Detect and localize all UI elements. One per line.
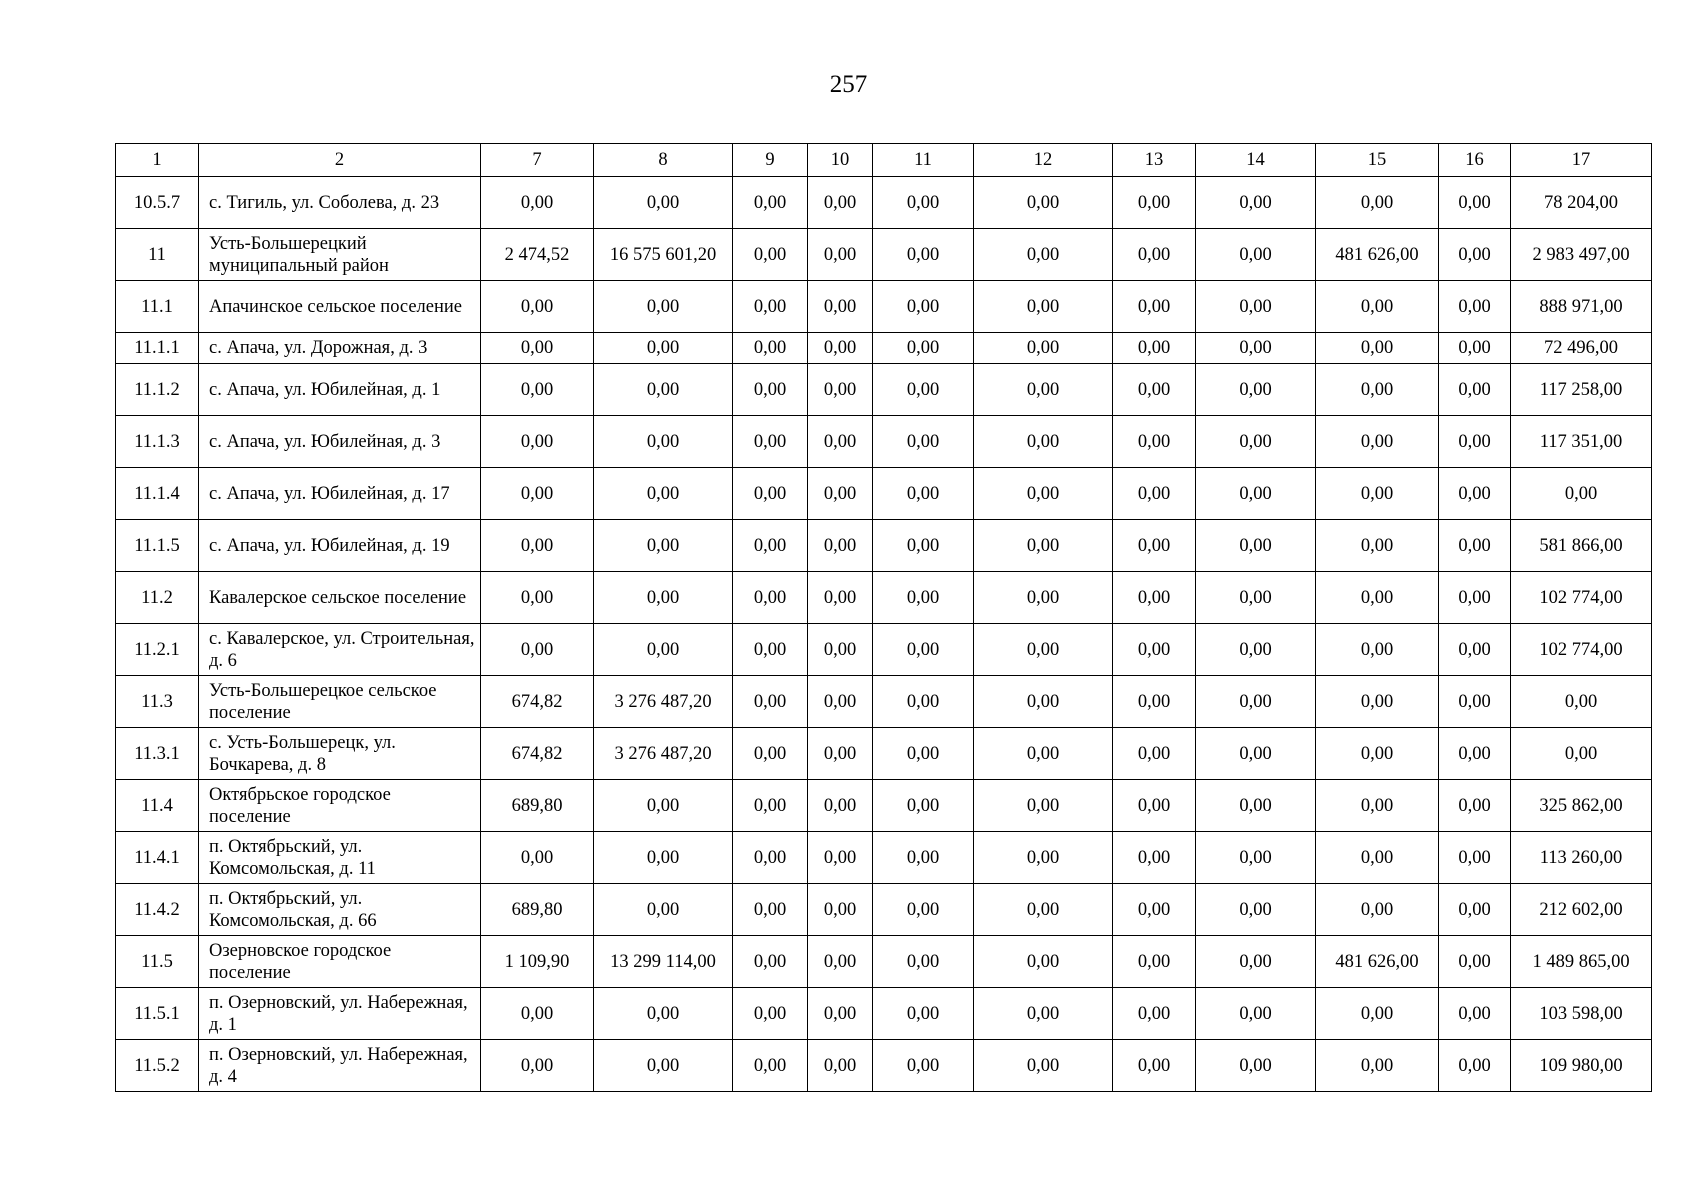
value-cell: 0,00 <box>1316 780 1439 832</box>
value-cell: 0,00 <box>1316 333 1439 364</box>
value-cell: 1 109,90 <box>481 936 594 988</box>
value-cell: 674,82 <box>481 728 594 780</box>
value-cell: 0,00 <box>1439 229 1511 281</box>
value-cell: 0,00 <box>481 333 594 364</box>
value-cell: 0,00 <box>1196 728 1316 780</box>
value-cell: 0,00 <box>594 520 733 572</box>
value-cell: 481 626,00 <box>1316 229 1439 281</box>
row-number-cell: 11.5.2 <box>116 1040 199 1092</box>
value-cell: 0,00 <box>808 988 873 1040</box>
value-cell: 0,00 <box>481 624 594 676</box>
row-name-cell: с. Кавалерское, ул. Строительная, д. 6 <box>199 624 481 676</box>
value-cell: 102 774,00 <box>1511 624 1652 676</box>
value-cell: 0,00 <box>1196 936 1316 988</box>
value-cell: 0,00 <box>873 884 974 936</box>
value-cell: 0,00 <box>808 281 873 333</box>
value-cell: 0,00 <box>808 364 873 416</box>
value-cell: 0,00 <box>733 333 808 364</box>
table-row <box>116 780 1652 832</box>
value-cell: 689,80 <box>481 884 594 936</box>
value-cell: 0,00 <box>594 281 733 333</box>
value-cell: 0,00 <box>1316 177 1439 229</box>
value-cell: 0,00 <box>1316 676 1439 728</box>
value-cell: 16 575 601,20 <box>594 229 733 281</box>
value-cell: 0,00 <box>733 520 808 572</box>
value-cell: 2 983 497,00 <box>1511 229 1652 281</box>
value-cell: 0,00 <box>1113 520 1196 572</box>
value-cell: 0,00 <box>1316 468 1439 520</box>
value-cell: 0,00 <box>974 572 1113 624</box>
value-cell: 0,00 <box>1113 1040 1196 1092</box>
value-cell: 0,00 <box>1439 624 1511 676</box>
row-name-cell: с. Усть-Большерецк, ул. Бочкарева, д. 8 <box>199 728 481 780</box>
table-row <box>116 988 1652 1040</box>
value-cell: 0,00 <box>733 728 808 780</box>
row-name-cell: Апачинское сельское поселение <box>199 281 481 333</box>
value-cell: 3 276 487,20 <box>594 676 733 728</box>
table-row <box>116 832 1652 884</box>
value-cell: 0,00 <box>1113 281 1196 333</box>
value-cell: 0,00 <box>481 832 594 884</box>
value-cell: 0,00 <box>873 333 974 364</box>
value-cell: 0,00 <box>733 884 808 936</box>
value-cell: 0,00 <box>1439 364 1511 416</box>
value-cell: 0,00 <box>974 728 1113 780</box>
value-cell: 0,00 <box>733 676 808 728</box>
value-cell: 0,00 <box>808 936 873 988</box>
value-cell: 0,00 <box>873 728 974 780</box>
table-row <box>116 281 1652 333</box>
value-cell: 481 626,00 <box>1316 936 1439 988</box>
value-cell: 0,00 <box>974 780 1113 832</box>
value-cell: 0,00 <box>594 333 733 364</box>
value-cell: 0,00 <box>1511 728 1652 780</box>
value-cell: 1 489 865,00 <box>1511 936 1652 988</box>
table-row <box>116 1040 1652 1092</box>
column-header: 12 <box>974 144 1113 177</box>
value-cell: 0,00 <box>733 988 808 1040</box>
value-cell: 0,00 <box>873 988 974 1040</box>
column-header: 16 <box>1439 144 1511 177</box>
value-cell: 0,00 <box>1113 676 1196 728</box>
value-cell: 0,00 <box>1439 572 1511 624</box>
column-header: 1 <box>116 144 199 177</box>
row-number-cell: 11.1 <box>116 281 199 333</box>
row-name-cell: с. Тигиль, ул. Соболева, д. 23 <box>199 177 481 229</box>
value-cell: 0,00 <box>1196 832 1316 884</box>
value-cell: 0,00 <box>974 884 1113 936</box>
value-cell: 0,00 <box>733 229 808 281</box>
value-cell: 0,00 <box>974 624 1113 676</box>
row-number-cell: 11.5 <box>116 936 199 988</box>
table-row <box>116 364 1652 416</box>
value-cell: 0,00 <box>481 988 594 1040</box>
value-cell: 0,00 <box>1439 780 1511 832</box>
value-cell: 0,00 <box>974 676 1113 728</box>
value-cell: 0,00 <box>873 229 974 281</box>
value-cell: 0,00 <box>1196 884 1316 936</box>
value-cell: 0,00 <box>1439 1040 1511 1092</box>
value-cell: 2 474,52 <box>481 229 594 281</box>
value-cell: 0,00 <box>808 229 873 281</box>
value-cell: 0,00 <box>594 884 733 936</box>
value-cell: 0,00 <box>873 520 974 572</box>
row-number-cell: 11 <box>116 229 199 281</box>
row-name-cell: с. Апача, ул. Дорожная, д. 3 <box>199 333 481 364</box>
table-row <box>116 177 1652 229</box>
column-header: 8 <box>594 144 733 177</box>
value-cell: 0,00 <box>1196 333 1316 364</box>
value-cell: 0,00 <box>481 416 594 468</box>
row-name-cell: с. Апача, ул. Юбилейная, д. 19 <box>199 520 481 572</box>
value-cell: 212 602,00 <box>1511 884 1652 936</box>
value-cell: 0,00 <box>1511 468 1652 520</box>
row-number-cell: 11.1.3 <box>116 416 199 468</box>
row-name-cell: Кавалерское сельское поселение <box>199 572 481 624</box>
value-cell: 0,00 <box>594 416 733 468</box>
value-cell: 0,00 <box>808 728 873 780</box>
value-cell: 0,00 <box>1316 624 1439 676</box>
value-cell: 0,00 <box>808 572 873 624</box>
value-cell: 0,00 <box>733 177 808 229</box>
row-number-cell: 11.1.5 <box>116 520 199 572</box>
value-cell: 0,00 <box>808 676 873 728</box>
value-cell: 0,00 <box>974 468 1113 520</box>
value-cell: 0,00 <box>733 572 808 624</box>
value-cell: 0,00 <box>1316 520 1439 572</box>
table-header-row <box>116 144 1652 177</box>
value-cell: 0,00 <box>873 780 974 832</box>
value-cell: 0,00 <box>1196 624 1316 676</box>
value-cell: 0,00 <box>733 364 808 416</box>
value-cell: 0,00 <box>1113 177 1196 229</box>
row-number-cell: 11.4 <box>116 780 199 832</box>
value-cell: 78 204,00 <box>1511 177 1652 229</box>
value-cell: 117 351,00 <box>1511 416 1652 468</box>
value-cell: 0,00 <box>873 281 974 333</box>
value-cell: 0,00 <box>873 177 974 229</box>
row-name-cell: п. Озерновский, ул. Набережная, д. 1 <box>199 988 481 1040</box>
row-number-cell: 11.5.1 <box>116 988 199 1040</box>
value-cell: 0,00 <box>1316 832 1439 884</box>
value-cell: 0,00 <box>873 676 974 728</box>
value-cell: 0,00 <box>481 468 594 520</box>
value-cell: 325 862,00 <box>1511 780 1652 832</box>
value-cell: 0,00 <box>1316 281 1439 333</box>
value-cell: 0,00 <box>1439 884 1511 936</box>
value-cell: 689,80 <box>481 780 594 832</box>
value-cell: 0,00 <box>594 780 733 832</box>
value-cell: 0,00 <box>974 520 1113 572</box>
value-cell: 3 276 487,20 <box>594 728 733 780</box>
value-cell: 0,00 <box>873 416 974 468</box>
value-cell: 0,00 <box>1113 624 1196 676</box>
row-number-cell: 11.4.1 <box>116 832 199 884</box>
value-cell: 0,00 <box>1439 281 1511 333</box>
value-cell: 0,00 <box>1439 988 1511 1040</box>
value-cell: 13 299 114,00 <box>594 936 733 988</box>
value-cell: 0,00 <box>974 177 1113 229</box>
value-cell: 0,00 <box>808 1040 873 1092</box>
value-cell: 0,00 <box>594 988 733 1040</box>
value-cell: 0,00 <box>1439 676 1511 728</box>
value-cell: 0,00 <box>974 229 1113 281</box>
row-number-cell: 11.1.1 <box>116 333 199 364</box>
value-cell: 0,00 <box>733 1040 808 1092</box>
value-cell: 0,00 <box>1439 936 1511 988</box>
value-cell: 0,00 <box>1316 1040 1439 1092</box>
value-cell: 0,00 <box>1316 884 1439 936</box>
value-cell: 0,00 <box>808 333 873 364</box>
row-number-cell: 11.4.2 <box>116 884 199 936</box>
value-cell: 109 980,00 <box>1511 1040 1652 1092</box>
value-cell: 0,00 <box>481 1040 594 1092</box>
value-cell: 0,00 <box>808 177 873 229</box>
value-cell: 0,00 <box>1316 416 1439 468</box>
row-name-cell: Озерновское городское поселение <box>199 936 481 988</box>
value-cell: 0,00 <box>1196 364 1316 416</box>
value-cell: 0,00 <box>1439 416 1511 468</box>
value-cell: 0,00 <box>1196 177 1316 229</box>
column-header: 11 <box>873 144 974 177</box>
row-number-cell: 11.1.4 <box>116 468 199 520</box>
value-cell: 581 866,00 <box>1511 520 1652 572</box>
value-cell: 0,00 <box>808 416 873 468</box>
value-cell: 0,00 <box>1196 676 1316 728</box>
row-number-cell: 11.2.1 <box>116 624 199 676</box>
row-number-cell: 11.1.2 <box>116 364 199 416</box>
value-cell: 0,00 <box>1196 520 1316 572</box>
value-cell: 0,00 <box>873 364 974 416</box>
value-cell: 0,00 <box>1113 936 1196 988</box>
value-cell: 0,00 <box>1113 364 1196 416</box>
table-row <box>116 728 1652 780</box>
value-cell: 0,00 <box>594 468 733 520</box>
value-cell: 888 971,00 <box>1511 281 1652 333</box>
value-cell: 0,00 <box>733 780 808 832</box>
value-cell: 0,00 <box>733 936 808 988</box>
table-row <box>116 416 1652 468</box>
value-cell: 0,00 <box>733 624 808 676</box>
value-cell: 117 258,00 <box>1511 364 1652 416</box>
value-cell: 0,00 <box>1511 676 1652 728</box>
value-cell: 0,00 <box>1113 333 1196 364</box>
row-name-cell: с. Апача, ул. Юбилейная, д. 17 <box>199 468 481 520</box>
column-header: 10 <box>808 144 873 177</box>
value-cell: 0,00 <box>974 832 1113 884</box>
value-cell: 0,00 <box>1113 832 1196 884</box>
value-cell: 0,00 <box>1439 177 1511 229</box>
value-cell: 0,00 <box>1196 229 1316 281</box>
table-row <box>116 572 1652 624</box>
column-header: 17 <box>1511 144 1652 177</box>
table-row <box>116 229 1652 281</box>
value-cell: 0,00 <box>808 624 873 676</box>
value-cell: 0,00 <box>1439 520 1511 572</box>
value-cell: 0,00 <box>733 281 808 333</box>
value-cell: 0,00 <box>481 281 594 333</box>
value-cell: 0,00 <box>873 1040 974 1092</box>
value-cell: 0,00 <box>1439 728 1511 780</box>
value-cell: 0,00 <box>1196 988 1316 1040</box>
value-cell: 0,00 <box>1196 1040 1316 1092</box>
value-cell: 0,00 <box>873 624 974 676</box>
row-number-cell: 11.3 <box>116 676 199 728</box>
value-cell: 0,00 <box>974 1040 1113 1092</box>
value-cell: 0,00 <box>1196 416 1316 468</box>
row-name-cell: Октябрьское городское поселение <box>199 780 481 832</box>
value-cell: 0,00 <box>1113 572 1196 624</box>
value-cell: 0,00 <box>873 572 974 624</box>
row-name-cell: с. Апача, ул. Юбилейная, д. 3 <box>199 416 481 468</box>
value-cell: 0,00 <box>808 832 873 884</box>
value-cell: 0,00 <box>1316 572 1439 624</box>
value-cell: 0,00 <box>1113 884 1196 936</box>
value-cell: 0,00 <box>808 520 873 572</box>
value-cell: 72 496,00 <box>1511 333 1652 364</box>
value-cell: 0,00 <box>974 936 1113 988</box>
value-cell: 0,00 <box>594 1040 733 1092</box>
value-cell: 0,00 <box>1439 333 1511 364</box>
value-cell: 0,00 <box>733 468 808 520</box>
value-cell: 0,00 <box>1113 229 1196 281</box>
page-number: 257 <box>829 71 868 98</box>
value-cell: 0,00 <box>1316 988 1439 1040</box>
table-row <box>116 333 1652 364</box>
value-cell: 0,00 <box>1196 281 1316 333</box>
column-header: 2 <box>199 144 481 177</box>
value-cell: 0,00 <box>1113 728 1196 780</box>
value-cell: 0,00 <box>481 572 594 624</box>
column-header: 13 <box>1113 144 1196 177</box>
value-cell: 0,00 <box>1439 468 1511 520</box>
value-cell: 0,00 <box>1439 832 1511 884</box>
value-cell: 0,00 <box>733 832 808 884</box>
column-header: 7 <box>481 144 594 177</box>
row-name-cell: п. Озерновский, ул. Набережная, д. 4 <box>199 1040 481 1092</box>
column-header: 15 <box>1316 144 1439 177</box>
value-cell: 0,00 <box>1316 728 1439 780</box>
value-cell: 0,00 <box>1113 988 1196 1040</box>
value-cell: 0,00 <box>1196 572 1316 624</box>
value-cell: 0,00 <box>594 832 733 884</box>
row-number-cell: 10.5.7 <box>116 177 199 229</box>
value-cell: 0,00 <box>808 780 873 832</box>
row-name-cell: Усть-Большерецкий муниципальный район <box>199 229 481 281</box>
value-cell: 0,00 <box>733 416 808 468</box>
value-cell: 0,00 <box>974 988 1113 1040</box>
value-cell: 0,00 <box>974 281 1113 333</box>
table-row <box>116 936 1652 988</box>
value-cell: 674,82 <box>481 676 594 728</box>
row-name-cell: п. Октябрьский, ул. Комсомольская, д. 66 <box>199 884 481 936</box>
value-cell: 0,00 <box>974 416 1113 468</box>
value-cell: 0,00 <box>1196 468 1316 520</box>
value-cell: 102 774,00 <box>1511 572 1652 624</box>
value-cell: 0,00 <box>873 832 974 884</box>
value-cell: 0,00 <box>481 177 594 229</box>
row-name-cell: п. Октябрьский, ул. Комсомольская, д. 11 <box>199 832 481 884</box>
value-cell: 0,00 <box>974 333 1113 364</box>
value-cell: 0,00 <box>481 364 594 416</box>
value-cell: 0,00 <box>1113 416 1196 468</box>
value-cell: 0,00 <box>873 936 974 988</box>
value-cell: 0,00 <box>1113 468 1196 520</box>
table-row <box>116 468 1652 520</box>
value-cell: 0,00 <box>1113 780 1196 832</box>
value-cell: 0,00 <box>594 364 733 416</box>
value-cell: 113 260,00 <box>1511 832 1652 884</box>
value-cell: 0,00 <box>481 520 594 572</box>
value-cell: 103 598,00 <box>1511 988 1652 1040</box>
value-cell: 0,00 <box>808 884 873 936</box>
column-header: 9 <box>733 144 808 177</box>
data-table <box>115 143 1652 1092</box>
column-header: 14 <box>1196 144 1316 177</box>
value-cell: 0,00 <box>974 364 1113 416</box>
value-cell: 0,00 <box>594 624 733 676</box>
value-cell: 0,00 <box>808 468 873 520</box>
value-cell: 0,00 <box>594 177 733 229</box>
value-cell: 0,00 <box>1196 780 1316 832</box>
value-cell: 0,00 <box>873 468 974 520</box>
row-number-cell: 11.3.1 <box>116 728 199 780</box>
table-row <box>116 624 1652 676</box>
row-name-cell: с. Апача, ул. Юбилейная, д. 1 <box>199 364 481 416</box>
row-number-cell: 11.2 <box>116 572 199 624</box>
table-row <box>116 520 1652 572</box>
row-name-cell: Усть-Большерецкое сельское поселение <box>199 676 481 728</box>
table-row <box>116 884 1652 936</box>
value-cell: 0,00 <box>594 572 733 624</box>
value-cell: 0,00 <box>1316 364 1439 416</box>
table-row <box>116 676 1652 728</box>
table-body <box>116 144 1652 1092</box>
